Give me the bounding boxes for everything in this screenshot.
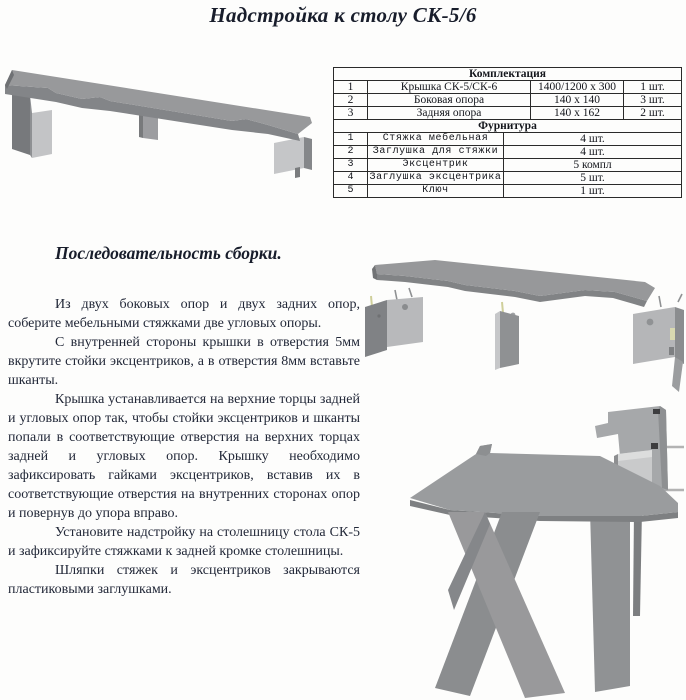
part-qty: 3 шт. bbox=[624, 94, 682, 107]
part-size: 1400/1200 x 300 bbox=[531, 81, 624, 94]
page-title: Надстройка к столу СК-5/6 bbox=[209, 3, 477, 27]
table-header-furnitura: Фурнитура bbox=[334, 120, 682, 133]
part-name: Заглушка эксцентрика bbox=[369, 172, 502, 183]
instruction-paragraph: Установите надстройку на столешницу стола СК-5 и зафиксируйте стяжками к задней кромке столешницы. bbox=[8, 525, 360, 559]
desk-x-leg bbox=[435, 512, 565, 698]
part-number: 2 bbox=[334, 94, 368, 107]
part-qty: 4 шт. bbox=[504, 146, 682, 159]
part-name: Эксцентрик bbox=[368, 159, 504, 172]
part-name: Задняя опора bbox=[368, 107, 531, 120]
table-row bbox=[334, 133, 682, 146]
part-number: 3 bbox=[334, 107, 368, 120]
table-row bbox=[334, 146, 682, 159]
part-number: 1 bbox=[334, 81, 368, 94]
parts-table-furnitura bbox=[333, 119, 682, 198]
part-size: 140 x 162 bbox=[531, 107, 624, 120]
part-qty: 5 шт. bbox=[504, 172, 682, 185]
part-size: 140 x 140 bbox=[531, 94, 624, 107]
exploded-view-illustration bbox=[345, 252, 686, 400]
shelf-top-board bbox=[5, 70, 312, 178]
assembled-unit-illustration bbox=[0, 55, 330, 230]
part-number: 2 bbox=[334, 146, 368, 159]
instruction-paragraph: Крышка устанавливается на верхние торцы задней и угловых опор так, чтобы стойки эксцентриков и шканты попали в соответствующие отверстия на верхних торцах задней и угловых опор. Крышку необходимо зафиксировать гайками эксцентриков, вставив их в соответствующие отверстия на внутренних сторонах опор и повернув до упора вправо. bbox=[8, 392, 360, 521]
part-name: Боковая опора bbox=[368, 94, 531, 107]
part-name: Крышка СК-5/СК-6 bbox=[368, 81, 531, 94]
part-number: 5 bbox=[334, 185, 368, 198]
part-number: 4 bbox=[334, 172, 368, 185]
exploded-middle-support bbox=[495, 302, 519, 370]
table-header-komplektacia: Комплектация bbox=[334, 68, 682, 81]
desk-assembly-illustration bbox=[390, 390, 686, 700]
part-qty: 4 шт. bbox=[504, 133, 682, 146]
instruction-paragraph: Из двух боковых опор и двух задних опор, соберите мебельными стяжками две угловых опоры. bbox=[8, 297, 360, 331]
parts-table-komplektacia bbox=[333, 67, 682, 120]
exploded-right-corner-support bbox=[633, 294, 684, 392]
instruction-paragraph: Шляпки стяжек и эксцентриков закрываются пластиковыми заглушками. bbox=[8, 563, 360, 597]
table-row bbox=[334, 94, 682, 107]
table-row bbox=[334, 159, 682, 172]
part-number: 1 bbox=[334, 133, 368, 146]
part-qty: 2 шт. bbox=[624, 107, 682, 120]
table-row bbox=[334, 185, 682, 198]
exploded-left-corner-support bbox=[365, 288, 423, 357]
part-name: Стяжка мебельная bbox=[368, 133, 504, 146]
part-qty: 5 компл bbox=[504, 159, 682, 172]
table-row bbox=[334, 172, 682, 185]
part-qty: 1 шт. bbox=[624, 81, 682, 94]
table-row bbox=[334, 81, 682, 94]
table-row bbox=[334, 107, 682, 120]
part-name: Ключ bbox=[368, 185, 504, 198]
section-heading: Последовательность сборки. bbox=[55, 243, 282, 263]
part-name: Заглушка для стяжки bbox=[368, 146, 504, 159]
part-qty: 1 шт. bbox=[504, 185, 682, 198]
assembly-instructions bbox=[8, 295, 360, 599]
instruction-paragraph: С внутренней стороны крышки в отверстия 5мм вкрутите стойки эксцентриков, а в отверстия 8мм вставьте шканты. bbox=[8, 335, 360, 388]
part-number: 3 bbox=[334, 159, 368, 172]
desk-rear-leg bbox=[590, 508, 642, 692]
